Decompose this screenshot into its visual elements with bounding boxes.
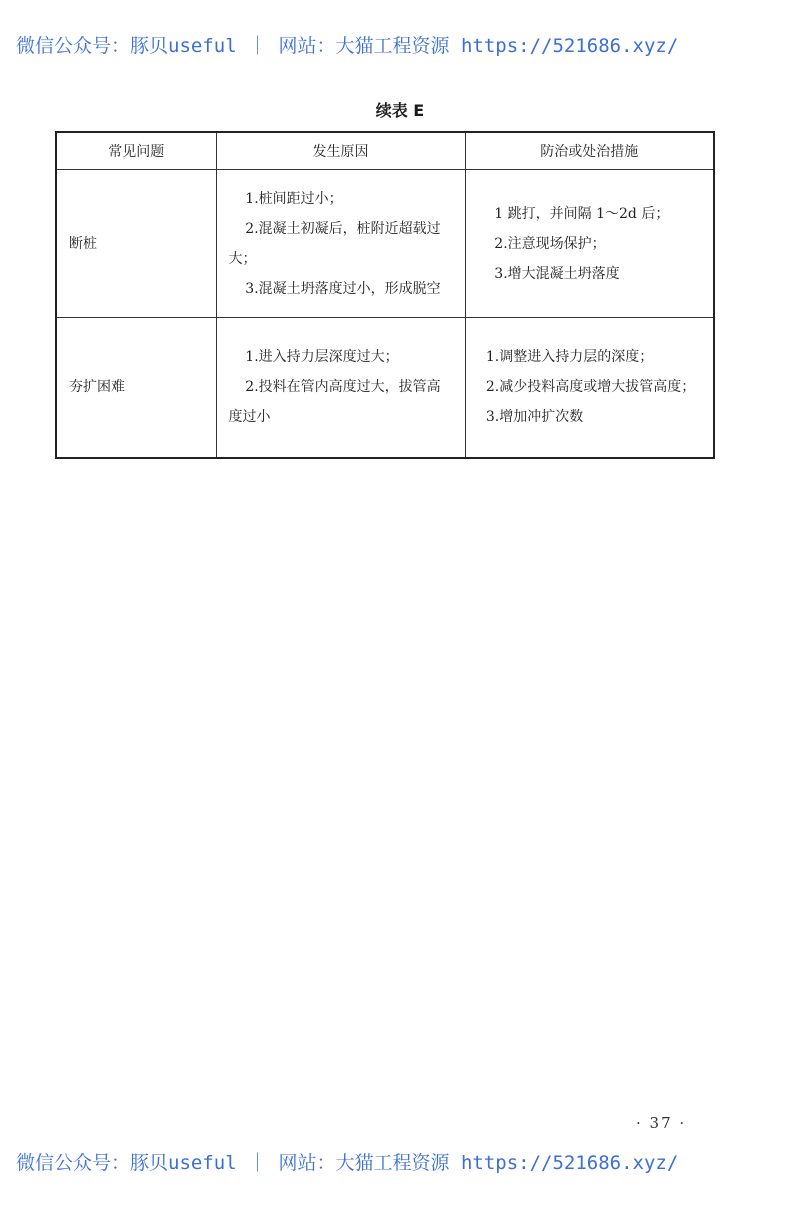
measure-item: 2.减少投料高度或增大拔管高度； xyxy=(485,379,696,396)
page-number: · 37 · xyxy=(636,1114,687,1132)
measure-item: 1 跳打，并间隔 1～2d 后； xyxy=(494,205,670,222)
cause-item: 2.投料在管内高度过大，拔管高度过小 xyxy=(228,379,441,426)
cause-item: 1.桩间距过小； xyxy=(245,190,343,207)
measure-cell xyxy=(465,318,714,458)
watermark-bottom: 微信公众号：豚贝useful ｜ 网站：大猫工程资源 https://521686.xyz/ xyxy=(16,1152,679,1174)
problem-cell: 夯扩困难 xyxy=(56,318,216,458)
pile-problems-table xyxy=(55,131,715,459)
measure-item: 3.增大混凝土坍落度 xyxy=(494,265,620,282)
table-header-row xyxy=(56,132,714,170)
problem-cell: 断桩 xyxy=(56,170,216,318)
cause-item: 2.混凝土初凝后，桩附近超载过大； xyxy=(228,220,441,267)
cause-item: 3.混凝土坍落度过小，形成脱空 xyxy=(245,280,441,297)
measure-item: 3.增加冲扩次数 xyxy=(485,409,584,426)
watermark-top: 微信公众号：豚贝useful ｜ 网站：大猫工程资源 https://521686.xyz/ xyxy=(16,35,679,57)
table-title: 续表 E xyxy=(375,101,425,120)
measure-item: 1.调整进入持力层的深度； xyxy=(485,349,654,366)
table-row xyxy=(56,170,714,318)
measure-item: 2.注意现场保护； xyxy=(494,235,606,252)
cause-cell xyxy=(216,170,465,318)
header-cause: 发生原因 xyxy=(216,132,465,170)
measure-cell xyxy=(465,170,714,318)
header-problem: 常见问题 xyxy=(56,132,216,170)
cause-cell xyxy=(216,318,465,458)
table-row xyxy=(56,318,714,458)
header-measure: 防治或处治措施 xyxy=(465,132,714,170)
cause-item: 1.进入持力层深度过大； xyxy=(245,349,399,366)
